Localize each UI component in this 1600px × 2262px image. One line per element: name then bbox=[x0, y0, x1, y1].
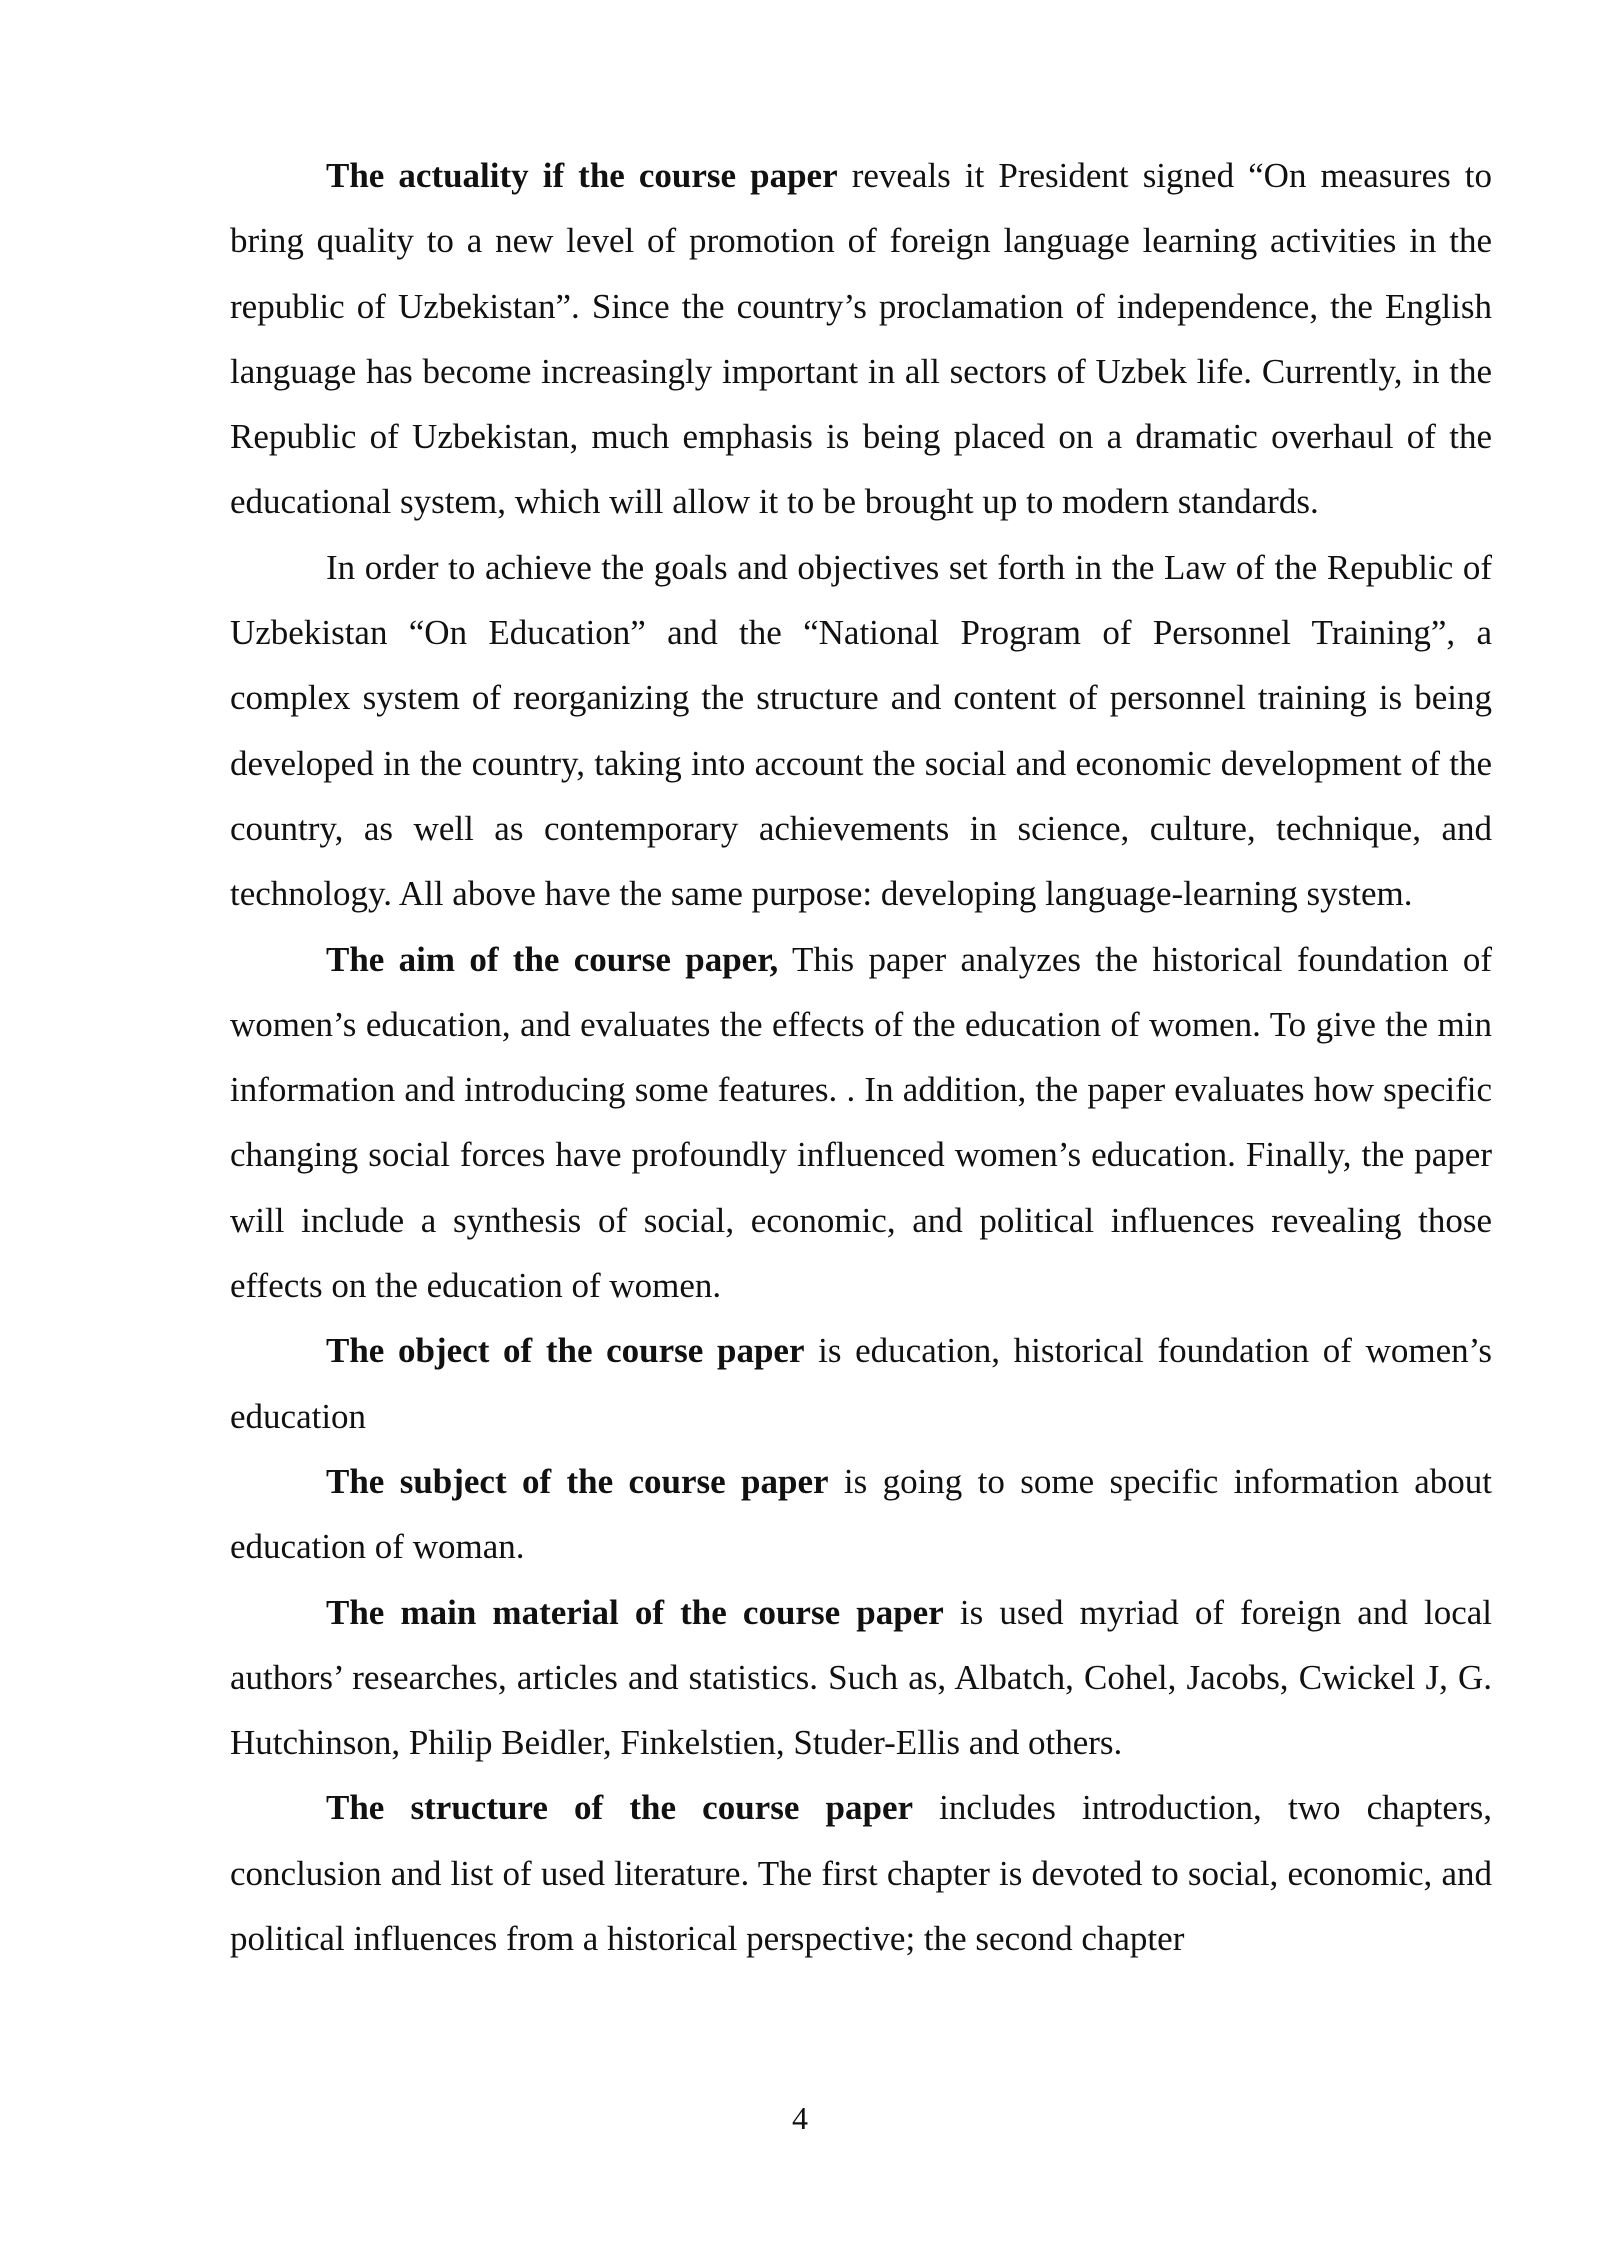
paragraph-lead: The aim of the course paper, bbox=[326, 939, 779, 979]
paragraph-text: is going to some specific information about education of woman. bbox=[230, 1461, 1492, 1567]
paragraph-text: is used myriad of foreign and local authors’ researches, articles and statistics. Such as, Albatch, Cohel, Jacobs, Cwickel J, G. Hutchinson, Philip Beidler, Finkelstien, Studer-Ellis and others. bbox=[230, 1592, 1492, 1763]
paragraph-lead: The subject of the course paper bbox=[326, 1461, 829, 1501]
paragraph-object bbox=[230, 1318, 1492, 1449]
paragraph-main-material bbox=[230, 1580, 1492, 1776]
page-number: 4 bbox=[792, 2100, 808, 2136]
paragraph-subject bbox=[230, 1449, 1492, 1580]
paragraph-goals bbox=[230, 535, 1492, 927]
paragraph-text: This paper analyzes the historical foundation of women’s education, and evaluates the effects of the education of women. To give the min information and introducing some features. . In addition, the paper evaluates how specific changing social forces have profoundly influenced women’s education. Finally, the paper will include a synthesis of social, economic, and political influences revealing those effects on the education of women. bbox=[230, 939, 1492, 1306]
paragraph-text: In order to achieve the goals and objectives set forth in the Law of the Republic of Uzbekistan “On Education” and the “National Program of Personnel Training”, a complex system of reorganizing the structure and content of personnel training is being developed in the country, taking into account the social and economic development of the country, as well as contemporary achievements in science, culture, technique, and technology. All above have the same purpose: developing language-learning system. bbox=[230, 547, 1492, 914]
paragraph-aim bbox=[230, 927, 1492, 1319]
paragraph-text: is education, historical foundation of women’s education bbox=[230, 1331, 1492, 1436]
paragraph-lead: The main material of the course paper bbox=[326, 1592, 944, 1632]
paragraph-lead: The actuality if the course paper bbox=[326, 156, 838, 195]
paragraph-text: reveals it President signed “On measures to bring quality to a new level of promotion of foreign language learning activities in the republic of Uzbekistan”. Since the country’s proclamation of independence, the English language has become increasingly important in all sectors of Uzbek life. Currently, in the Republic of Uzbekistan, much emphasis is being placed on a dramatic overhaul of the educational system, which will allow it to be brought up to modern standards. bbox=[230, 156, 1493, 522]
paragraph-actuality bbox=[230, 143, 1492, 535]
paragraph-lead: The object of the course paper bbox=[326, 1331, 805, 1371]
body-text bbox=[230, 143, 1492, 1971]
paragraph-structure bbox=[230, 1775, 1492, 1971]
paragraph-lead: The structure of the course paper bbox=[326, 1788, 914, 1828]
paragraph-text: includes introduction, two chapters, conclusion and list of used literature. The first chapter is devoted to social, economic, and political influences from a historical perspective; the second chapter bbox=[230, 1788, 1492, 1959]
